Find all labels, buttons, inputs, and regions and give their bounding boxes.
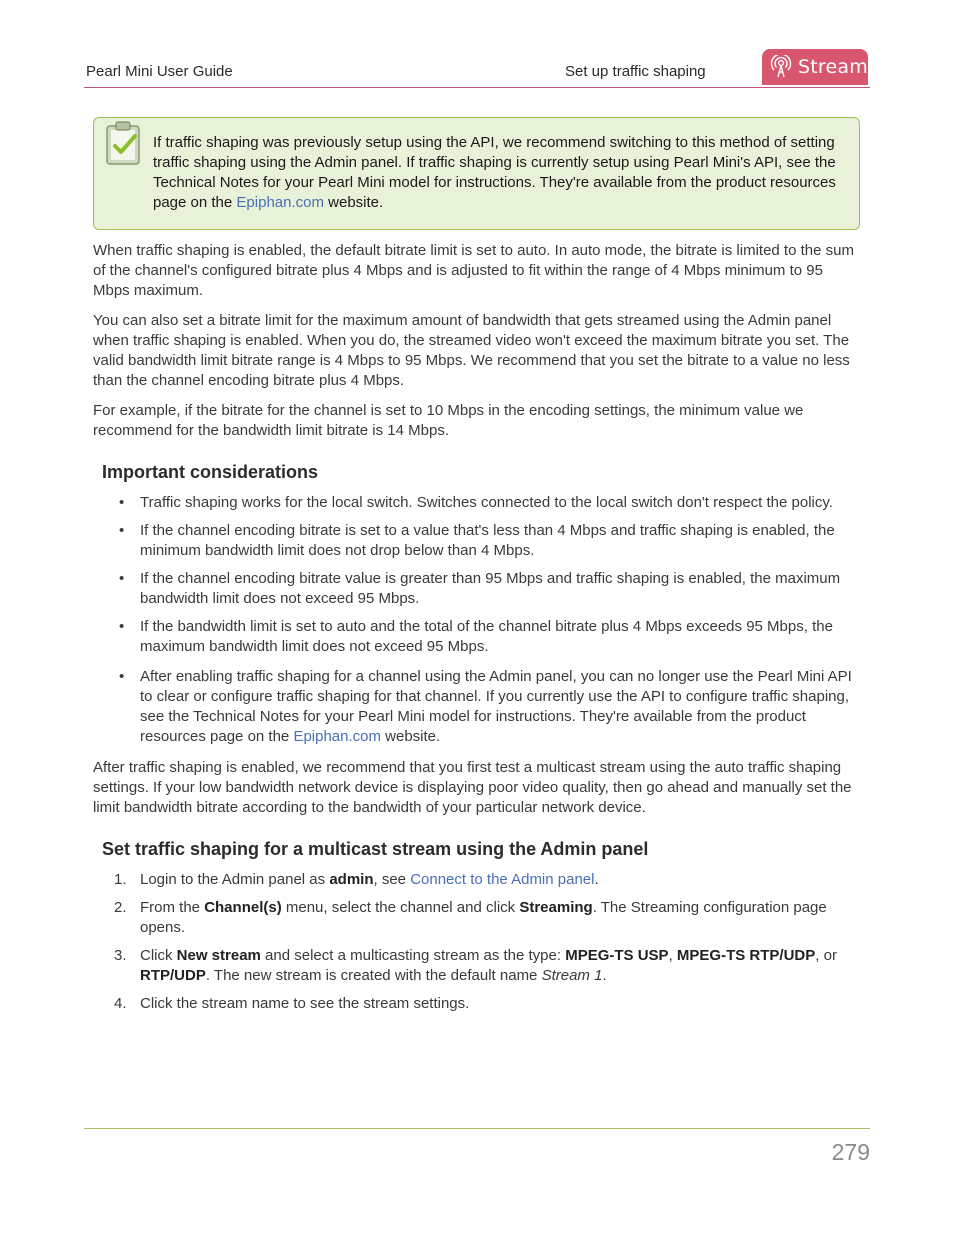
- epiphan-link[interactable]: Epiphan.com: [293, 728, 381, 745]
- step-text-part: From the: [140, 899, 205, 916]
- step-text-part: and select a multicasting stream as the type:: [260, 947, 566, 964]
- step-text-part: Login to the Admin panel as: [140, 871, 330, 888]
- mpeg-ts-rtp-udp-term: MPEG-TS RTP/UDP: [676, 947, 816, 964]
- step-number: 3.: [114, 947, 127, 964]
- step-text-part: , or: [815, 947, 837, 964]
- heading-procedure: Set traffic shaping for a multicast stream using the Admin panel: [102, 839, 649, 859]
- list-item-text: If the channel encoding bitrate value is greater than 95 Mbps and traffic shaping is enabled, the maximum bandwidth limit does not exceed 95 Mbps.: [140, 570, 841, 607]
- list-item-text: If the bandwidth limit is set to auto and the total of the channel bitrate plus 4 Mbps exceeds 95 Mbps, the maximum bandwidth limit does not exceed 95 Mbps.: [140, 618, 833, 655]
- rtp-udp-term: RTP/UDP: [140, 967, 206, 984]
- bullet-marker: •: [119, 494, 125, 511]
- step-number: 4.: [114, 995, 127, 1012]
- channels-menu-term: Channel(s): [204, 899, 282, 916]
- note-text-start: If traffic shaping was previously setup using the API, we recommend switching to this method of setting traffic shaping using the Admin panel. If traffic shaping is currently setup using Pearl Mini's API, see the Technical Notes for your Pearl Mini model for instructions. They're available from the product resources page on the: [153, 134, 836, 211]
- admin-term: admin: [329, 871, 374, 888]
- section-title: Set up traffic shaping: [565, 63, 706, 80]
- step-text: [140, 898, 865, 938]
- paragraph-bitrate-limit: You can also set a bitrate limit for the maximum amount of bandwidth that gets streamed using the Admin panel when traffic shaping is enabled. When you do, the streamed video won't exceed the maximum bitrate you set. The valid bandwidth limit bitrate range is 4 Mbps to 95 Mbps. We recommend that you set the bitrate to a value no less than the channel encoding bitrate plus 4 Mbps.: [93, 312, 850, 389]
- list-item-text: Traffic shaping works for the local switch. Switches connected to the local switch don't respect the policy.: [140, 494, 833, 511]
- step-text-part: menu, select the channel and click: [281, 899, 520, 916]
- epiphan-link[interactable]: Epiphan.com: [236, 194, 324, 211]
- bullet-marker: •: [119, 570, 125, 587]
- note-text: [153, 133, 843, 213]
- step-text-part: .: [602, 967, 607, 984]
- header-divider: [84, 87, 870, 88]
- mpeg-ts-usp-term: MPEG-TS USP: [565, 947, 669, 964]
- paragraph-example: For example, if the bitrate for the channel is set to 10 Mbps in the encoding settings, the minimum value we recommend for the bandwidth limit bitrate is 14 Mbps.: [93, 402, 804, 439]
- connect-admin-panel-link[interactable]: Connect to the Admin panel: [410, 871, 595, 888]
- guide-title: Pearl Mini User Guide: [86, 63, 233, 80]
- bullet-marker: •: [119, 668, 125, 685]
- step-text: [140, 870, 865, 890]
- step-text: [140, 946, 865, 986]
- note-text-end: website.: [323, 194, 384, 211]
- paragraph-auto-mode: When traffic shaping is enabled, the default bitrate limit is set to auto. In auto mode, the bitrate is limited to the sum of the channel's configured bitrate plus 4 Mbps and is adjusted to fit within the range of 4 Mbps minimum to 95 Mbps maximum.: [93, 242, 854, 299]
- new-stream-term: New stream: [176, 947, 261, 964]
- step-text-part: ,: [668, 947, 677, 964]
- list-item-text-start: After enabling traffic shaping for a channel using the Admin panel, you can no longer use the Pearl Mini API to clear or configure traffic shaping for that channel. If you currently use the API to configure traffic shaping, see the Technical Notes for your Pearl Mini model for instructions. They're available from the product resources page on the: [140, 668, 852, 745]
- stream-badge-label: Stream: [798, 56, 868, 78]
- step-text-part: . The new stream is created with the default name: [205, 967, 542, 984]
- clipboard-check-icon: [105, 120, 143, 166]
- footer-divider: [84, 1128, 870, 1129]
- default-stream-name: Stream 1: [541, 967, 603, 984]
- step-text-part: . The Streaming configuration page opens.: [140, 899, 827, 936]
- broadcast-tower-icon: [770, 55, 792, 79]
- bullet-marker: •: [119, 618, 125, 635]
- list-item-text: [140, 667, 860, 747]
- step-text-part: .: [594, 871, 599, 888]
- step-text: Click the stream name to see the stream settings.: [140, 995, 470, 1012]
- page-number: 279: [831, 1139, 870, 1165]
- list-item-text-end: website.: [381, 728, 441, 745]
- step-number: 1.: [114, 871, 127, 888]
- heading-important-considerations: Important considerations: [102, 462, 319, 482]
- streaming-term: Streaming: [519, 899, 593, 916]
- stream-badge: [762, 49, 868, 85]
- note-box: [93, 117, 860, 230]
- bullet-marker: •: [119, 522, 125, 539]
- step-number: 2.: [114, 899, 127, 916]
- paragraph-test-multicast: After traffic shaping is enabled, we recommend that you first test a multicast stream using the auto traffic shaping settings. If your low bandwidth network device is displaying poor video quality, then go ahead and manually set the limit bandwidth bitrate according to the bandwidth of your particular network device.: [93, 759, 852, 816]
- step-text-part: , see: [373, 871, 411, 888]
- list-item-text: If the channel encoding bitrate is set to a value that's less than 4 Mbps and traffic shaping is enabled, the minimum bandwidth limit does not drop below than 4 Mbps.: [140, 522, 835, 559]
- step-text-part: Click: [140, 947, 177, 964]
